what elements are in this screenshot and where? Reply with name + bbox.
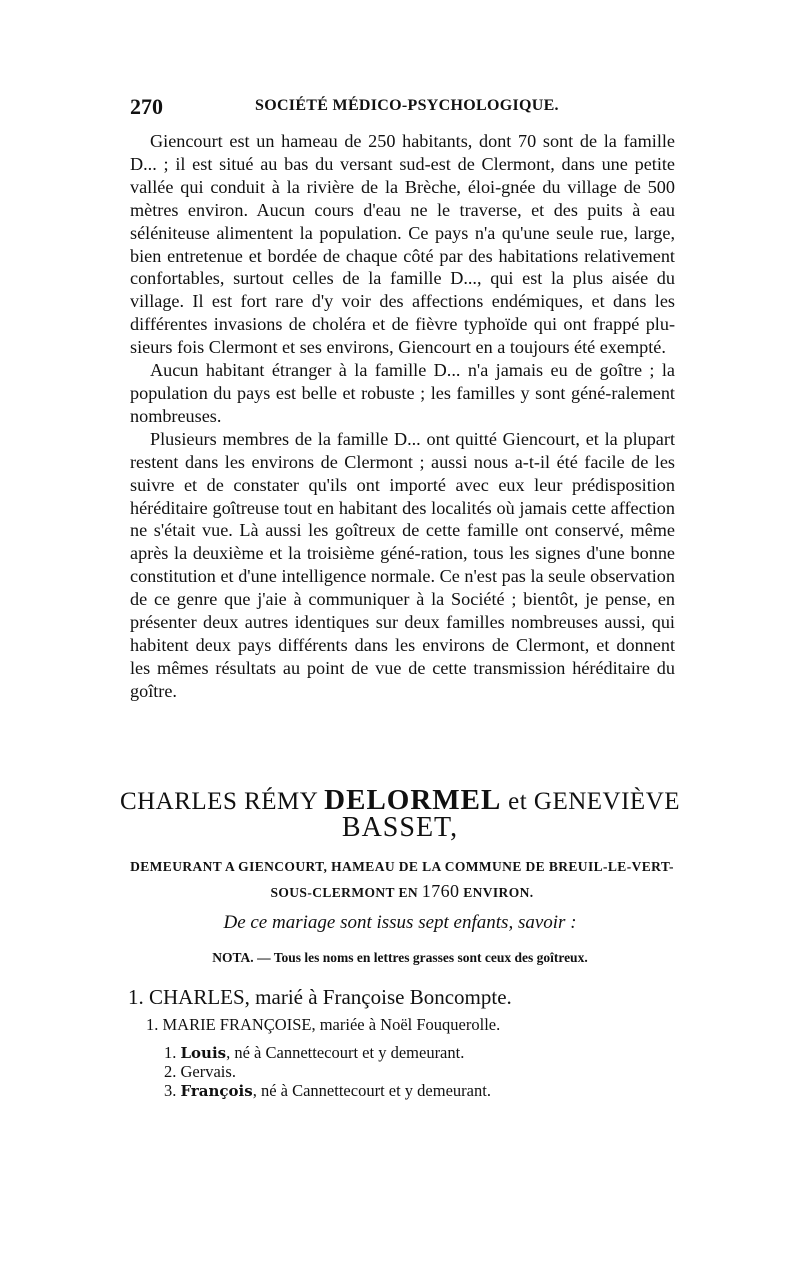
residence-end: ENVIRON. bbox=[463, 885, 534, 900]
title-suffix: et GENEVIÈVE bbox=[508, 788, 681, 815]
entry-generation-3 bbox=[164, 1062, 236, 1082]
paragraph: Giencourt est un hameau de 250 habitants, dont 70 sont de la famille D... ; il est situé au bas du versant sud-est de Clermont, dans une petite vallée qui conduit à la rivière de la Brèche, éloi-gnée du village de 500 mètres environ. Aucun cours d'eau ne le traverse, et des puits à eau séléniteuse alimentent la population. Ce pays n'a qu'une seule rue, large, bien entretenue et bordée de chaque côté par des habitations relativement confortables, surtout celles de la famille D..., qui est la plus aisée du village. Il est fort rare d'y voir des affections endémiques, et dans les différentes invasions de choléra et de fièvre typhoïde qui ont frappé plu-sieurs fois Clermont et ses environs, Giencourt en a toujours été exempté. bbox=[130, 131, 675, 358]
entry-text: , né à Cannettecourt et y demeurant. bbox=[226, 1043, 465, 1062]
entry-number: 3. bbox=[164, 1081, 177, 1100]
entry-generation-3 bbox=[164, 1043, 464, 1063]
entry-number: 2. bbox=[164, 1062, 177, 1081]
title-surname: DELORMEL bbox=[324, 784, 502, 816]
body-text bbox=[130, 130, 675, 703]
entry-number: 1. bbox=[128, 985, 144, 1009]
residence-note bbox=[128, 854, 676, 905]
entry-text: , né à Cannettecourt et y demeurant. bbox=[252, 1081, 491, 1100]
entry-generation-2 bbox=[146, 1015, 500, 1035]
residence-text: DEMEURANT A GIENCOURT, HAMEAU DE LA COMMUNE DE BREUIL-LE-VERT-SOUS-CLERMONT EN bbox=[130, 859, 674, 900]
issue-statement: De ce mariage sont issus sept enfants, savoir : bbox=[223, 912, 577, 933]
nota-text: — Tous les noms en lettres grasses sont ceux des goîtreux. bbox=[257, 950, 588, 965]
entry-text: MARIE FRANÇOISE, mariée à Noël Fouquerolle. bbox=[162, 1015, 501, 1034]
entry-text: CHARLES, marié à Françoise Boncompte. bbox=[149, 985, 512, 1009]
genealogy-title-line2: BASSET, bbox=[341, 812, 459, 843]
entry-number: 1. bbox=[164, 1043, 177, 1062]
page-header bbox=[130, 94, 675, 120]
paragraph: Plusieurs membres de la famille D... ont quitté Giencourt, et la plupart restent dans les environs de Clermont ; aussi nous a-t-il été facile de les suivre et de constater qu'ils ont importé avec eux leur prédisposition héréditaire goîtreuse tout en habitant des localités où jamais cette affection ne s'était vue. Là aussi les goîtreux de cette famille ont conservé, même après la deuxième et la troisième géné-ration, tous les signes d'une bonne constitution et d'une intelligence normale. Ce n'est pas la seule observation de ce genre que j'aie à communiquer à la Société ; bientôt, je pense, en présenter deux autres identiques sur deux familles nombreuses aussi, qui habitent deux pays différents dans les environs de Clermont, et donnent les mêmes résultats au point de vue de cette transmission héréditaire du goître. bbox=[130, 428, 675, 701]
entry-generation-1 bbox=[128, 985, 512, 1010]
title-prefix: CHARLES RÉMY bbox=[119, 788, 318, 815]
nota-note bbox=[0, 950, 800, 966]
running-title: SOCIÉTÉ MÉDICO-PSYCHOLOGIQUE. bbox=[255, 97, 559, 114]
paragraph: Aucun habitant étranger à la famille D... n'a jamais eu de goître ; la population du pays est belle et robuste ; les familles y sont géné-ralement nombreuses. bbox=[130, 360, 675, 426]
residence-year: 1760 bbox=[421, 881, 460, 901]
nota-label: NOTA. bbox=[212, 950, 254, 965]
entry-generation-3 bbox=[164, 1081, 491, 1101]
entry-text: Gervais. bbox=[180, 1062, 236, 1081]
page-number: 270 bbox=[130, 94, 163, 119]
entry-number: 1. bbox=[146, 1015, 159, 1034]
goitre-name: Louis bbox=[180, 1044, 227, 1062]
goitre-name: François bbox=[180, 1082, 253, 1100]
